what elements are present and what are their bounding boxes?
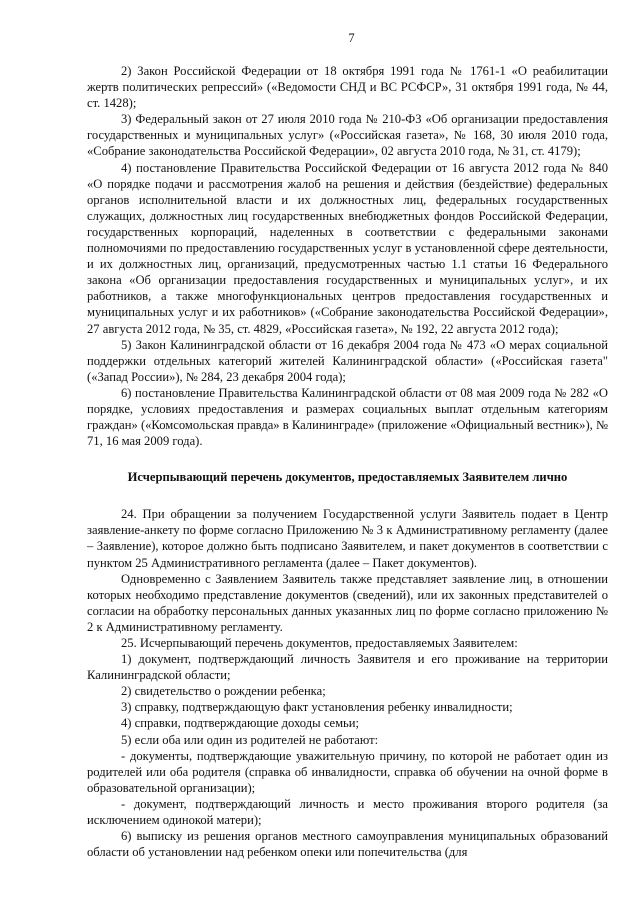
paragraph-consent: Одновременно с Заявлением Заявитель также представляет заявление лиц, в отношении которых необходимо представление документов (сведений), или их законных представителей о согласии на обработку персональных данных указанных лиц по форме согласно приложению № 2 к Административному регламенту. — [87, 571, 608, 634]
document-item-3: 3) справку, подтверждающую факт установления ребенку инвалидности; — [121, 700, 513, 715]
law-item-5: 5) Закон Калининградской области от 16 декабря 2004 года № 473 «О мерах социальной поддержки отдельных категорий жителей Калининградской области» («Российская газета" («Запад России»), № 284, 23 декабря 2004 года); — [87, 337, 608, 384]
document-item-6: 6) выписку из решения органов местного самоуправления муниципальных образований области об установлении над ребенком опеки или попечительства (для — [87, 829, 608, 860]
page-number: 7 — [348, 31, 355, 45]
law-item-4: 4) постановление Правительства Российской Федерации от 16 августа 2012 года № 840 «О порядке подачи и рассмотрения жалоб на решения и действия (бездействие) федеральных органов исполнительной власти и их должностных лиц, федеральных государственных служащих, должностных лиц государственных внебюджетных фондов Российской Федерации, государственных корпораций, наделенных в соответствии с федеральными законами полномочиями по предоставлению государственных услуг в установленной сфере деятельности, и их должностных лиц, организаций, предусмотренных частью 1.1 статьи 16 Федерального закона «Об организации предоставления государственных и муниципальных услуг», и их работников, а также многофункциональных центров предоставления государственных и муниципальных услуг и их работников» («Собрание законодательства Российской Федерации», 27 августа 2012 года, № 35, ст. 4829, «Российская газета», № 192, 22 августа 2012 года); — [87, 160, 608, 336]
document-item-4: 4) справки, подтверждающие доходы семьи; — [121, 716, 360, 731]
document-item-5-sub-identity: - документ, подтверждающий личность и место проживания второго родителя (за исключением одинокой матери); — [87, 796, 608, 828]
law-item-3: 3) Федеральный закон от 27 июля 2010 года № 210-ФЗ «Об организации предоставления государственных и муниципальных услуг» («Российская газета», № 168, 30 июля 2010 года, «Собрание законодательства Российской Федерации», 02 августа 2010 года, № 31, ст. 4179); — [87, 112, 608, 159]
document-body — [87, 63, 608, 860]
document-item-5: 5) если оба или один из родителей не работают: — [121, 732, 379, 747]
law-item-6: 6) постановление Правительства Калининградской области от 08 мая 2009 года № 282 «О порядке, условиях предоставления и размерах социальных выплат отдельным категориям граждан» («Комсомольская правда» в Калининграде» (приложение «Официальный вестник»), № 71, 16 мая 2009 года). — [87, 385, 608, 449]
document-item-5-sub-reason: - документы, подтверждающие уважительную причину, по которой не работает один из родителей или оба родителя (справка об инвалидности, справка об обучении на очной форме в образовательной организации); — [87, 748, 608, 795]
document-item-2: 2) свидетельство о рождении ребенка; — [121, 684, 326, 699]
paragraph-25: 25. Исчерпывающий перечень документов, предоставляемых Заявителем: — [121, 636, 518, 650]
paragraph-24: 24. При обращении за получением Государственной услуги Заявитель подает в Центр заявление-анкету по форме согласно Приложению № 3 к Административному регламенту (далее – Заявление), которое должно быть подписано Заявителем, и пакет документов в соответствии с пунктом 25 Административного регламента (далее – Пакет документов). — [87, 507, 608, 570]
section-heading: Исчерпывающий перечень документов, предоставляемых Заявителем лично — [127, 470, 568, 485]
law-item-2: 2) Закон Российской Федерации от 18 октября 1991 года № 1761-1 «О реабилитации жертв политических репрессий» («Ведомости СНД и ВС РСФСР», 31 октября 1991 года, № 44, ст. 1428); — [87, 64, 608, 111]
document-item-1: 1) документ, подтверждающий личность Заявителя и его проживание на территории Калининградской области; — [87, 652, 608, 683]
